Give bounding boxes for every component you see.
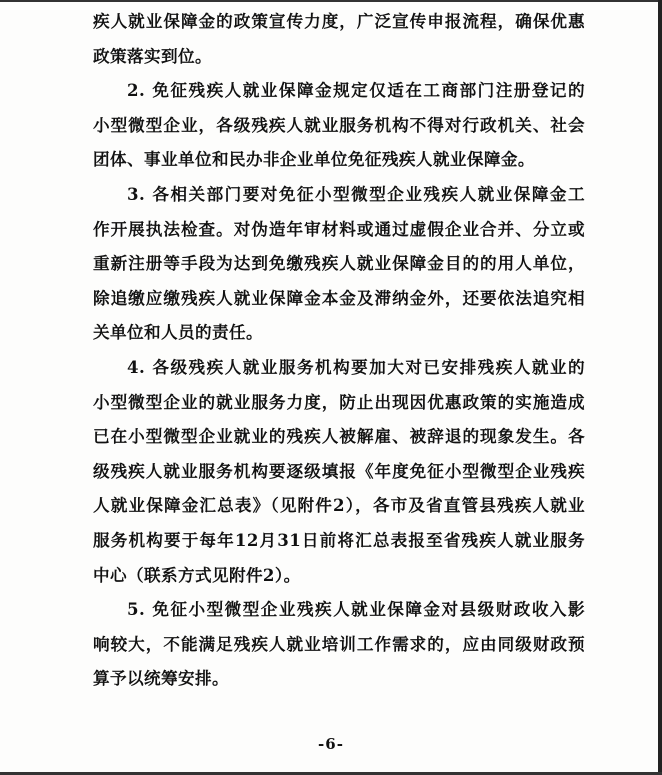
paragraph-4-line-5: 人就业保障金汇总表》（见附件2），各市及省直管县残疾人就业: [93, 495, 585, 516]
paragraph-4-line-7: 中心（联系方式见附件2）。: [93, 564, 301, 585]
page-number: -6-: [318, 735, 344, 753]
body-text: [93, 4, 585, 696]
paragraph-3-line-5: 关单位和人员的责任。: [93, 322, 263, 343]
scan-edge-top: [0, 0, 662, 2]
paragraph-4-line-4: 级残疾人就业服务机构要逐级填报《年度免征小型微型企业残疾: [93, 460, 585, 481]
paragraph-5-line-2: 响较大，不能满足残疾人就业培训工作需求的，应由同级财政预: [93, 633, 585, 654]
paragraph-1-line-1: 疾人就业保障金的政策宣传力度，广泛宣传申报流程，确保优惠: [93, 11, 585, 31]
paragraph-1-line-2: 政策落实到位。: [93, 45, 212, 66]
paragraph-5-line-3: 算予以统筹安排。: [93, 668, 229, 689]
paragraph-4-line-6: 服务机构要于每年12月31日前将汇总表报至省残疾人就业服务: [93, 529, 585, 550]
paragraph-5-line-1: 5. 免征小型微型企业残疾人就业保障金对县级财政收入影: [127, 599, 585, 620]
paragraph-4-line-1: 4. 各级残疾人就业服务机构要加大对已安排残疾人就业的: [127, 356, 585, 377]
paragraph-2-line-2: 小型微型企业，各级残疾人就业服务机构不得对行政机关、社会: [93, 114, 585, 135]
paragraph-3-line-1: 3. 各相关部门要对免征小型微型企业残疾人就业保障金工: [127, 183, 585, 204]
paragraph-3-line-4: 除追缴应缴残疾人就业保障金本金及滞纳金外，还要依法追究相: [93, 287, 585, 308]
paragraph-3-line-2: 作开展执法检查。对伪造年审材料或通过虚假企业合并、分立或: [93, 218, 585, 239]
paragraph-2-line-3: 团体、事业单位和民办非企业单位免征残疾人就业保障金。: [93, 149, 535, 170]
scan-edge-right: [658, 0, 662, 775]
paragraph-4-line-2: 小型微型企业的就业服务力度，防止出现因优惠政策的实施造成: [93, 391, 585, 412]
paragraph-4-line-3: 已在小型微型企业就业的残疾人被解雇、被辞退的现象发生。各: [93, 426, 585, 447]
paragraph-3-line-3: 重新注册等手段为达到免缴残疾人就业保障金目的的用人单位，: [93, 253, 585, 274]
paragraph-2-line-1: 2. 免征残疾人就业保障金规定仅适在工商部门注册登记的: [127, 80, 585, 101]
